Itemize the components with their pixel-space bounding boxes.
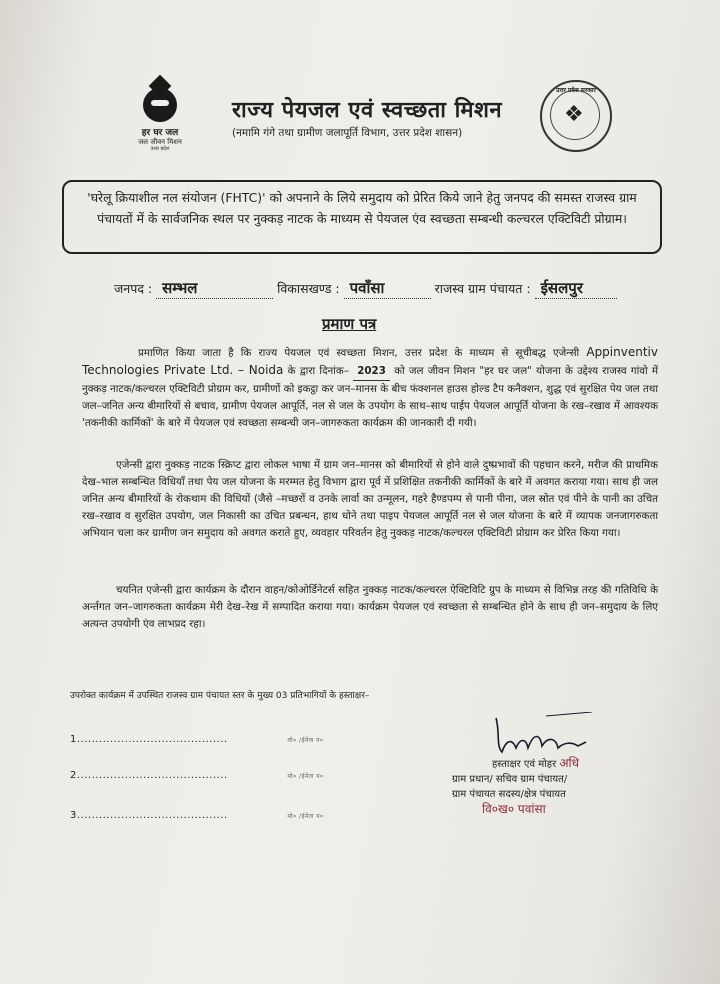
page-subtitle: (नमामि गंगे तथा ग्रामीण जलापूर्ति विभाग, उत्तर प्रदेश शासन) <box>232 127 463 139</box>
water-drop-tap-icon <box>143 88 177 122</box>
logo-line3: उत्तर प्रदेश <box>150 146 170 152</box>
contact-note-3: मो० /ईमेल न० <box>287 813 324 820</box>
agency-name: Appinventiv Technologies Private Ltd. – Noida <box>82 345 658 377</box>
official-stamp-block <box>452 756 642 817</box>
panchayat-label: राजस्व ग्राम पंचायत : <box>434 281 531 296</box>
participant-signature-2 <box>70 770 324 781</box>
up-government-seal <box>540 80 612 152</box>
har-ghar-jal-logo <box>128 88 192 152</box>
official-designation-2: ग्राम पंचायत सदस्य/क्षेत्र पंचायत <box>452 789 566 800</box>
panchayat-value: ईसलपुर <box>535 278 617 299</box>
participant-signature-1 <box>70 734 324 745</box>
participant-signature-3 <box>70 810 324 821</box>
official-designation-1: ग्राम प्रधान/ सचिव ग्राम पंचायत/ <box>452 774 568 785</box>
contact-note-1: मो० /ईमेल न० <box>287 737 324 744</box>
p1-body: को जल जीवन मिशन "हर घर जल" योजना के उद्देश्य राजस्व गांवो में नुक्कड़ नाटक/कल्चरल एक्टिविटी प्रोग्राम कर, ग्रामीणों को इकट्ठा कर जन–मानस के बीच फंक्शनल हाउस होल्ड टैप कनैक्शन, शुद्ध एवं सुरक्षित पेय जल तथा जल–जनित अन्य बीमारियों से बचाव, ग्रामीण पेयजल आपूर्ति, नल से जल के उपयोग के साथ–साथ पाईप पेयजल आपूर्ति योजना के रख–रखाव में आवश्यक 'तकनीकी कार्मिकों' के बारे में पेयजल एवं स्वच्छता सम्बन्धी जन–जागरुकता कार्यक्रम की जानकारी दी गयी। <box>82 365 658 429</box>
paragraph-2: एजेन्सी द्वारा नुक्कड़ नाटक स्क्रिप्ट द्वारा लोकल भाषा में ग्राम जन–मानस को बीमारियों से होने वाले दुष्प्रभावों की पहचान करने, मरीज की प्राथमिक देख–भाल सम्बन्धित विधियाँ तथा पेय जल योजना के मरम्मत हेतु विभाग द्वारा पूर्व में प्रशिक्षित तकनीकी कार्मिकों के बारे में अवगत कराया गया। साथ ही जल जनित अन्य बीमारियों के रोकथाम की विधियों (जैसे –मच्छरों व उनके लार्वा का उन्मूलन, गहरे हैण्डपम्प से पानी पीना, जल स्रोत एवं पीने के पानी का उचित रख–रखाव व सुरक्षित उपयोग, जल निकासी का उचित प्रबन्धन, हाथ धोने तथा पाइप पेयजल आपूर्ति नल से जल योजना के बारे में व्यापक जनजागरुकता अभियान चला कर ग्रामीण जन समुदाय को अवगत कराते हुए, व्यवहार परिवर्तन हेतु नुक्कड़ नाटक/कल्चरल एक्टिविटी प्रोग्राम कर प्रेरित किया गया। <box>82 459 658 539</box>
district-label: जनपद : <box>114 281 153 296</box>
contact-note-2: मो० /ईमेल न० <box>287 773 324 780</box>
seal-text: उत्तर प्रदेश सरकार <box>556 87 596 94</box>
location-row <box>114 278 617 299</box>
emblem-icon: ❖ <box>564 102 584 127</box>
sign-seal-label: हस्ताक्षर एवं मोहर <box>492 759 557 770</box>
participants-intro: उपरोक्त कार्यक्रम में उपस्थित राजस्व ग्राम पंचायत स्तर के मुख्य 03 प्रतिभागियों के हस्ताक्षर– <box>70 691 370 701</box>
official-handwritten-signature <box>486 712 596 762</box>
logo-line2: जल जीवन मिशन <box>138 138 182 146</box>
program-date: 2023 <box>353 363 390 381</box>
signature-line-3: 3......................................... <box>70 810 228 821</box>
p1-intro: प्रमाणित किया जाता है कि राज्य पेयजल एवं स्वच्छता मिशन, उत्तर प्रदेश के माध्यम से सूचीबद्ध एजेन्सी <box>138 347 580 359</box>
stamp-text-1: अधि <box>559 756 580 770</box>
certificate-title: प्रमाण पत्र <box>322 315 377 333</box>
block-value: पवाँसा <box>344 278 431 299</box>
district-value: सम्भल <box>156 278 273 299</box>
paragraph-3: चयनित एजेन्सी द्वारा कार्यक्रम के दौरान वाहन/कोओर्डिनेटर्स सहित नुक्कड़ नाटक/कल्चरल ऐक्टिविटि ग्रुप के माध्यम से विभिन्न तरह की गतिविधि के अर्न्तगत जन–जागरुकता कार्यक्रम मेरी देख–रेख में सम्पादित कराया गया। कार्यक्रम पेयजल एवं स्वच्छता से सम्बन्धित होने के साथ ही जन–समुदाय के लिए अत्यन्त उपयोगी एंव लाभप्रद रहा। <box>82 584 658 630</box>
date-prefix: के द्वारा दिनांक– <box>287 365 349 377</box>
stamp-text-2: वि०ख० पवांसा <box>482 802 546 816</box>
paragraph-1 <box>82 344 658 432</box>
signature-line-1: 1......................................... <box>70 734 228 745</box>
logo-line1: हर घर जल <box>141 128 179 138</box>
program-description-box <box>62 180 662 254</box>
page-title: राज्य पेयजल एवं स्वच्छता मिशन <box>232 98 503 123</box>
program-description: 'घरेलू क्रियाशील नल संयोजन (FHTC)' को अपनाने के लिये समुदाय को प्रेरित किये जाने हेतु जनपद की समस्त राजस्व ग्राम पंचायतों में के सार्वजनिक स्थल पर नुक्कड़ नाटक के माध्यम से पेयजल एंव स्वच्छता सम्बन्धी कल्चरल एक्टिविटी प्रोग्राम। <box>87 190 637 226</box>
signature-line-2: 2......................................... <box>70 770 228 781</box>
block-label: विकासखण्ड : <box>277 281 340 296</box>
